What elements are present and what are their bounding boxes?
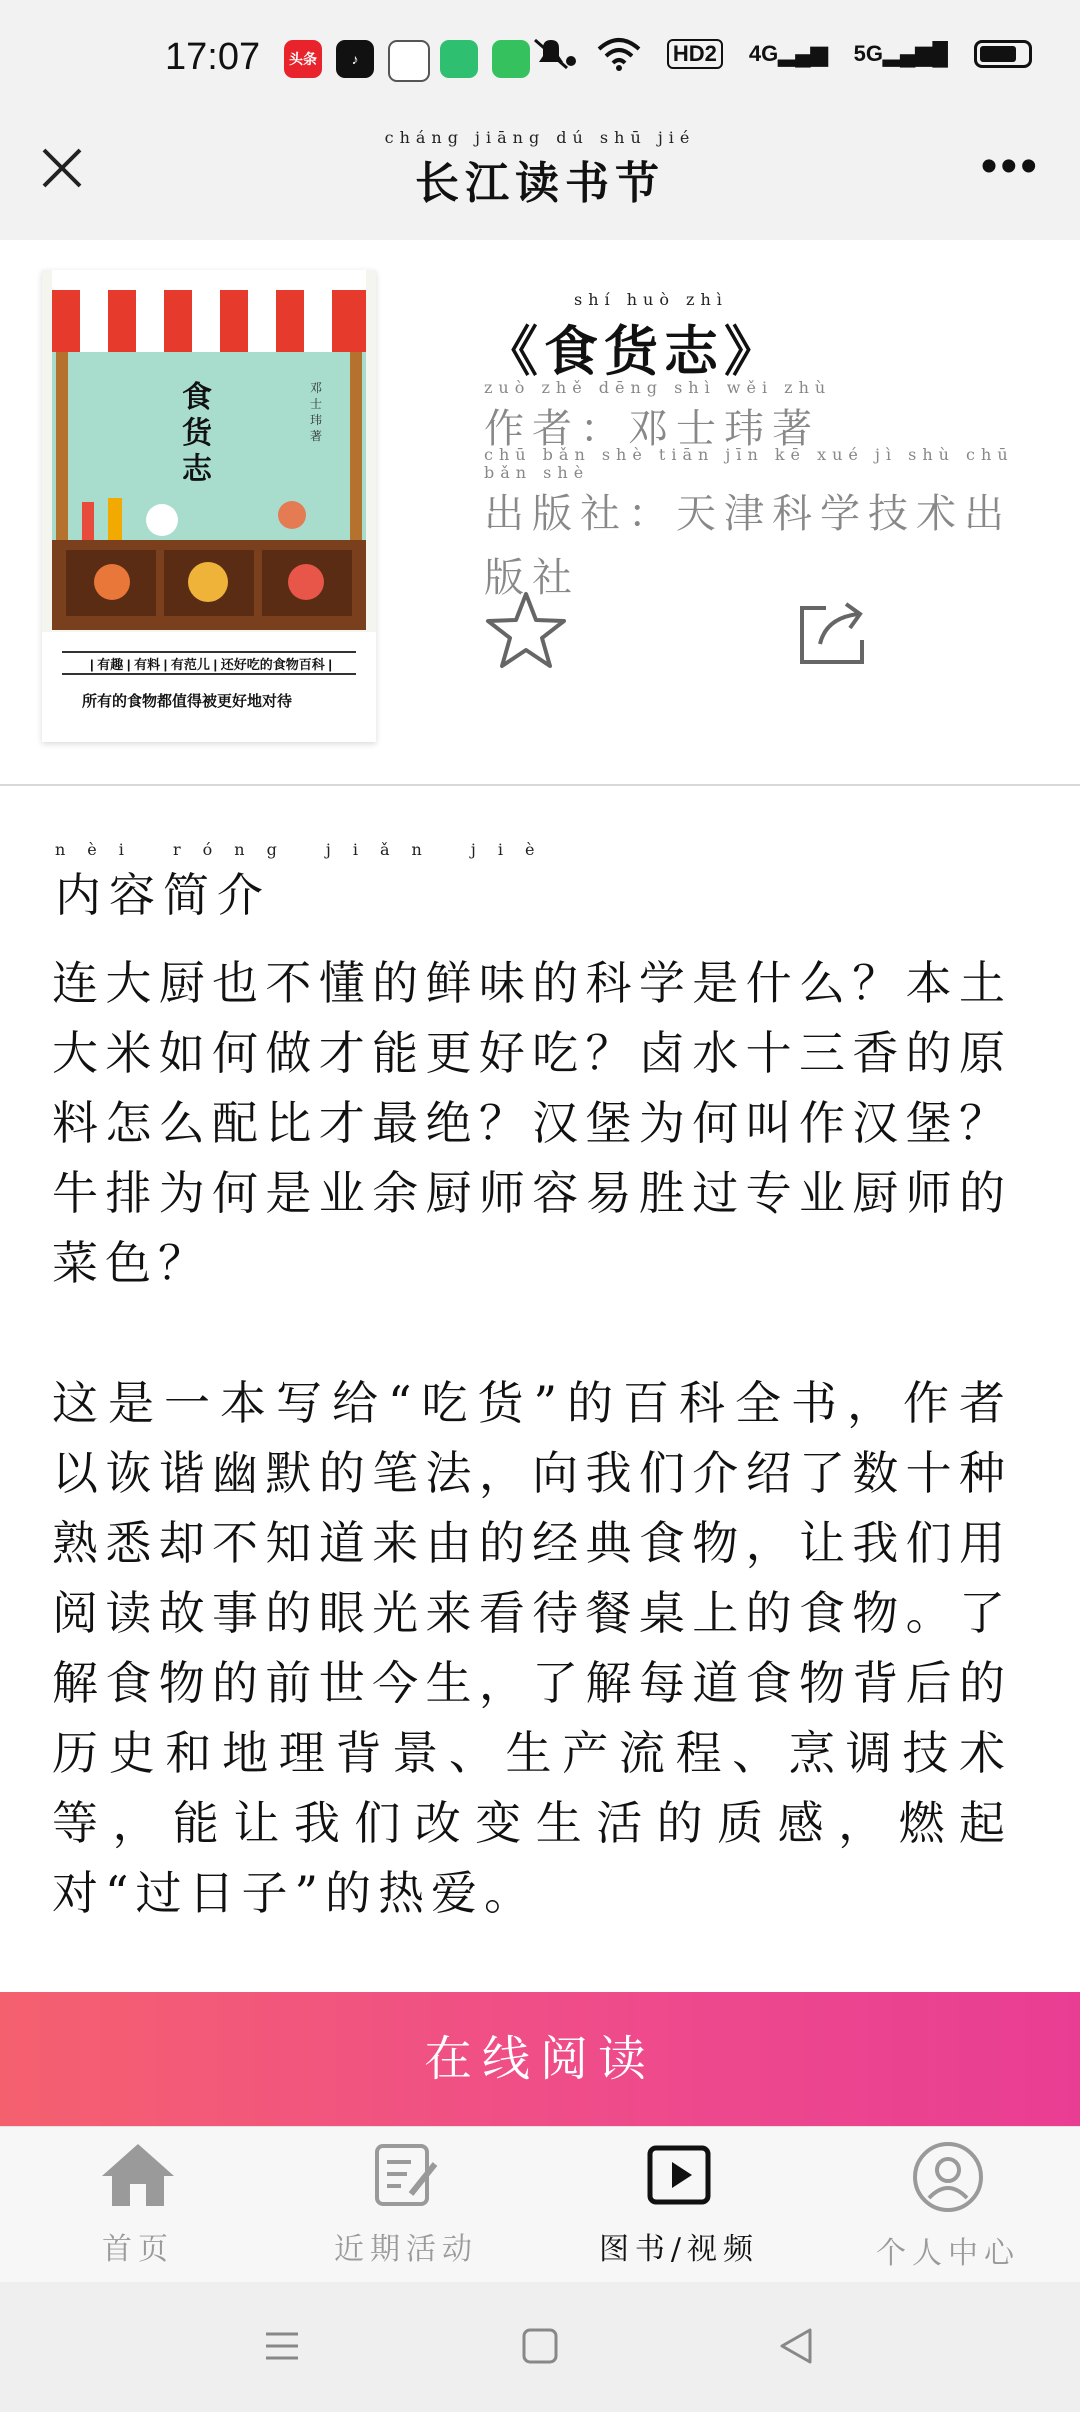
tab-recent-activities[interactable]: 近期活动 xyxy=(281,2140,531,2268)
favorite-star-icon[interactable] xyxy=(484,588,568,672)
mute-icon xyxy=(531,36,571,72)
section-divider xyxy=(0,784,1080,786)
status-indicators xyxy=(531,36,1032,72)
share-icon[interactable] xyxy=(796,598,872,668)
cover-author: 邓士玮 著 xyxy=(310,381,323,443)
hd-label: HD2 xyxy=(667,39,723,69)
edit-note-icon xyxy=(371,2140,441,2210)
signal-4g: 4G▂▄▆ xyxy=(748,41,828,66)
user-icon xyxy=(911,2140,985,2214)
system-navigation-bar xyxy=(0,2282,1080,2412)
cover-title: 食货志 xyxy=(182,380,212,487)
cover-tagline: | 有趣 | 有料 | 有范儿 | 还好吃的食物百科 | xyxy=(89,657,333,672)
book-publisher: chū bǎn shè tiān jīn kē xué jì shù chū bǎn shè 出版社：天津科学技术出版社 xyxy=(484,445,1014,601)
cover-slogan: 所有的食物都值得被更好地对待 xyxy=(82,693,293,710)
page-title: cháng jiāng dú shū jié 长江读书节 xyxy=(384,128,696,209)
home-square-icon[interactable] xyxy=(520,2326,560,2366)
green-app-icon xyxy=(440,40,478,78)
tab-home[interactable]: 首页 xyxy=(13,2140,263,2268)
tab-books-videos[interactable]: 图书/视频 xyxy=(554,2140,804,2268)
menu-icon[interactable] xyxy=(262,2326,302,2366)
wifi-icon xyxy=(597,37,641,71)
intro-heading: nèi róng jiǎn jiè 内容简介 xyxy=(55,840,557,922)
more-menu-icon[interactable]: ••• xyxy=(980,140,1040,193)
status-bar xyxy=(0,0,1080,120)
wechat-mini-icon xyxy=(492,40,530,78)
signal-5g: 5G▂▄▆█ xyxy=(853,41,948,66)
play-icon xyxy=(644,2140,714,2210)
status-time: 17:07 xyxy=(165,36,261,78)
intro-paragraph-2: 这是一本写给“吃货”的百科全书，作者以诙谐幽默的笔法，向我们介绍了数十种熟悉却不知道来由的经典食物，让我们用阅读故事的眼光来看待餐桌上的食物。了解食物的前世今生，了解每道食物背后的历史和地理背景、生产流程、烹调技术等，能让我们改变生活的质感，燃起对“过日子”的热爱。 xyxy=(52,1376,1012,1920)
toutiao-icon: 头条 xyxy=(284,40,322,78)
back-triangle-icon[interactable] xyxy=(776,2326,816,2366)
battery-icon xyxy=(974,40,1032,68)
book-cover xyxy=(42,270,376,742)
chat-icon xyxy=(388,40,430,82)
home-icon xyxy=(98,2140,178,2210)
book-title: shí huò zhì 《食货志》 xyxy=(484,290,784,383)
tab-personal-center[interactable]: 个人中心 xyxy=(823,2140,1073,2272)
intro-paragraph-1: 连大厨也不懂的鲜味的科学是什么？本土大米如何做才能更好吃？卤水十三香的原料怎么配比才最绝？汉堡为何叫作汉堡？牛排为何是业余厨师容易胜过专业厨师的菜色？ xyxy=(52,956,1012,1290)
book-author: zuò zhě dēng shì wěi zhù 作者：邓士玮著 xyxy=(484,378,832,452)
read-online-button[interactable]: 在线阅读 xyxy=(0,1992,1080,2126)
tiktok-icon: ♪ xyxy=(336,40,374,78)
